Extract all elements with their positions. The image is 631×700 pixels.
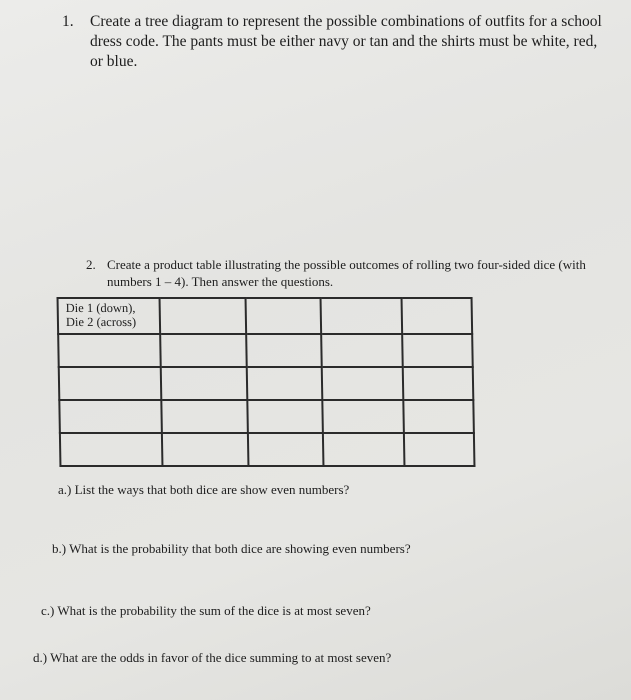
table-row bbox=[59, 367, 474, 400]
subquestion-b: b.) What is the probability that both dice are showing even numbers? bbox=[52, 541, 411, 556]
header-line-die2: Die 2 (across) bbox=[65, 315, 137, 329]
table-cell bbox=[248, 433, 324, 466]
table-cell bbox=[58, 334, 161, 367]
table-cell bbox=[246, 334, 322, 367]
table-row bbox=[59, 400, 474, 433]
table-cell bbox=[160, 298, 247, 334]
product-table bbox=[57, 297, 476, 467]
table-cell bbox=[246, 298, 322, 334]
table-cell bbox=[247, 367, 323, 400]
table-cell bbox=[161, 367, 248, 400]
question-1-number: 1. bbox=[62, 13, 74, 30]
table-cell bbox=[161, 400, 248, 433]
table-cell bbox=[247, 400, 323, 433]
subquestion-c: c.) What is the probability the sum of the dice is at most seven? bbox=[41, 603, 371, 618]
table-cell bbox=[322, 400, 404, 433]
subquestion-d: d.) What are the odds in favor of the dice summing to at most seven? bbox=[33, 650, 392, 665]
table-cell bbox=[59, 400, 162, 433]
table-row bbox=[58, 298, 473, 334]
question-2-number: 2. bbox=[86, 257, 96, 272]
table-cell bbox=[160, 334, 247, 367]
table-cell bbox=[403, 400, 474, 433]
question-2 bbox=[86, 256, 606, 290]
table-cell bbox=[402, 334, 473, 367]
table-cell bbox=[403, 367, 474, 400]
table-cell bbox=[404, 433, 475, 466]
table-cell bbox=[322, 367, 404, 400]
subquestion-a: a.) List the ways that both dice are show even numbers? bbox=[58, 482, 350, 497]
question-1-text: Create a tree diagram to represent the possible combinations of outfits for a school dress code. The pants must be either navy or tan and the shirts must be white, red, or blue. bbox=[90, 13, 602, 70]
table-cell bbox=[321, 298, 403, 334]
question-1 bbox=[62, 12, 602, 72]
table-cell bbox=[162, 433, 249, 466]
table-cell bbox=[402, 298, 473, 334]
table-row bbox=[60, 433, 475, 466]
table-cell bbox=[323, 433, 405, 466]
table-cell bbox=[60, 433, 163, 466]
table-cell bbox=[321, 334, 403, 367]
table-cell bbox=[59, 367, 162, 400]
table-row bbox=[58, 334, 473, 367]
question-2-text: Create a product table illustrating the possible outcomes of rolling two four-sided dice (with numbers 1 – 4). Then answer the questions. bbox=[107, 257, 586, 289]
table-header-cell bbox=[58, 298, 161, 334]
header-line-die1: Die 1 (down), bbox=[65, 301, 136, 315]
